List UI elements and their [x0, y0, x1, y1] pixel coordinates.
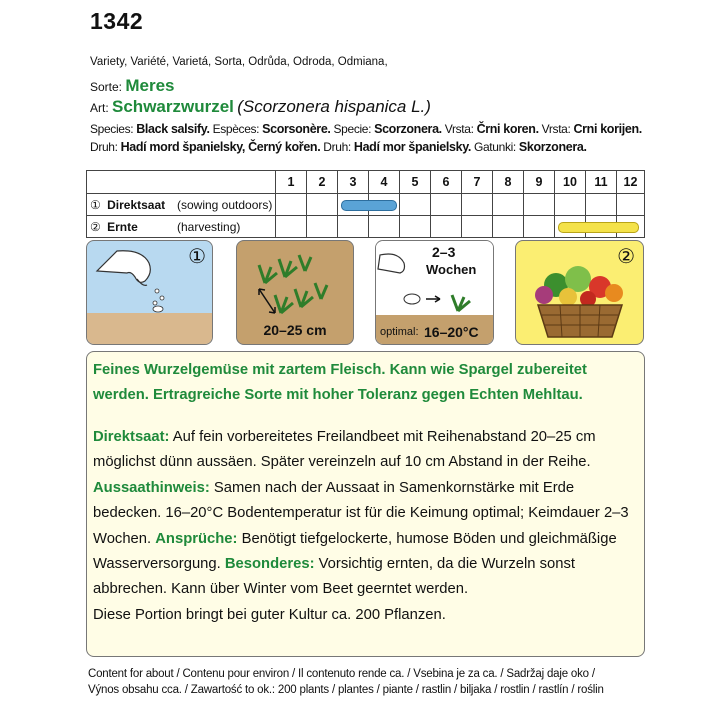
- schedule-cell: [369, 216, 400, 238]
- schedule-cell: [524, 216, 555, 238]
- species-value: Scorsonère.: [262, 122, 331, 136]
- druh-label: Gatunki:: [471, 140, 519, 154]
- direktsaat-heading: Direktsaat:: [93, 429, 170, 445]
- ansprueche-heading: Ansprüche:: [155, 530, 238, 547]
- species-value: Black salsify.: [136, 122, 210, 136]
- species-value: Črni koren.: [476, 122, 539, 136]
- month-9: 9: [524, 171, 555, 193]
- portion-text: Diese Portion bringt bei guter Kultur ca. 200 Pflanzen.: [93, 606, 446, 623]
- month-11: 11: [586, 171, 617, 193]
- schedule-cell: [400, 216, 431, 238]
- variety-line: [90, 76, 175, 96]
- germination-pictogram: [375, 240, 494, 345]
- sowing-pictogram: [86, 240, 213, 345]
- species-label: Vrsta:: [538, 122, 574, 136]
- species-title-line: [90, 97, 431, 117]
- optimal-label: optimal:: [380, 326, 419, 338]
- month-1: 1: [276, 171, 307, 193]
- footer-line-2: Výnos obsahu cca. / Zawartość to ok.: 200 plants / plantes / piante / rastlin / biljaka / rostlin / rastlín / roślin: [88, 684, 604, 696]
- harvest-label: [87, 216, 276, 238]
- month-3: 3: [338, 171, 369, 193]
- latin-name: (Scorzonera hispanica L.): [237, 97, 431, 116]
- schedule-cell: [524, 194, 555, 216]
- harvest-number: ②: [90, 220, 101, 234]
- species-label: Espèces:: [209, 122, 263, 136]
- species-label: Specie:: [330, 122, 375, 136]
- optimal-temperature: 16–20°C: [424, 324, 479, 340]
- schedule-row-harvest: [87, 215, 644, 238]
- aussaathinweis-heading: Aussaathinweis:: [93, 479, 210, 496]
- harvest-period-bar: [558, 222, 639, 233]
- ansprueche-text: Benötigt tiefgelockerte, humose Böden und gleichmäßige Wasserversorgung.: [93, 530, 617, 573]
- variety-name: Meres: [125, 76, 175, 95]
- druh-label: Druh:: [90, 140, 121, 154]
- schedule-cell: [555, 194, 586, 216]
- species-label: Vrsta:: [441, 122, 477, 136]
- harvest-note: (harvesting): [177, 220, 241, 234]
- druh-translations: [90, 140, 587, 154]
- product-code: 1342: [90, 8, 144, 34]
- lead-description: Feines Wurzelgemüse mit zartem Fleisch. Kann wie Spargel zubereitet werden. Ertragreiche Sorte mit hoher Toleranz gegen Echten Mehltau.: [93, 362, 587, 403]
- germination-weeks: 2–3: [432, 244, 456, 260]
- schedule-cell: [431, 194, 462, 216]
- schedule-table: [86, 170, 645, 238]
- schedule-cell: [431, 216, 462, 238]
- druh-value: Hadí mord španielsky, Černý kořen.: [120, 140, 321, 154]
- header-blank: [87, 171, 276, 193]
- description-box: [86, 351, 645, 657]
- druh-value: Hadí mor španielsky.: [353, 140, 472, 154]
- schedule-cell: [617, 194, 644, 216]
- schedule-cell: [338, 216, 369, 238]
- direktsaat-text: Auf fein vorbereitetes Freilandbeet mit Reihenabstand 20–25 cm möglichst dünn aussäen. Später vereinzeln auf 10 cm Abstand in der Reihe.: [93, 429, 596, 471]
- spacing-pictogram: [236, 240, 354, 345]
- sowing-number: ①: [90, 198, 101, 212]
- schedule-cell: [307, 194, 338, 216]
- species-label: Species:: [90, 122, 137, 136]
- sowing-note: (sowing outdoors): [177, 198, 273, 212]
- species-value: Scorzonera.: [374, 122, 442, 136]
- schedule-cell: [462, 216, 493, 238]
- variety-label: Sorte:: [90, 80, 123, 94]
- schedule-cell: [586, 194, 617, 216]
- sowing-name: Direktsaat: [107, 198, 166, 212]
- besonderes-text: Vorsichtig ernten, da die Wurzeln sonst abbrechen. Kann über Winter vom Beet geerntet werden.: [93, 556, 575, 598]
- schedule-cell: [307, 216, 338, 238]
- month-2: 2: [307, 171, 338, 193]
- besonderes-heading: Besonderes:: [224, 556, 315, 573]
- month-8: 8: [493, 171, 524, 193]
- month-10: 10: [555, 171, 586, 193]
- sowing-period-bar: [341, 200, 397, 211]
- schedule-cell: [276, 216, 307, 238]
- species-translations: [90, 122, 642, 136]
- growing-instructions: [93, 425, 638, 628]
- month-header-row: [87, 171, 644, 193]
- druh-value: Skorzonera.: [518, 140, 587, 154]
- month-12: 12: [623, 175, 638, 189]
- month-7: 7: [462, 171, 493, 193]
- harvest-pictogram: [515, 240, 644, 345]
- month-4: 4: [369, 171, 400, 193]
- sowing-label: [87, 194, 276, 216]
- sowing-step-number: ①: [188, 246, 206, 268]
- schedule-cell: [493, 194, 524, 216]
- variety-languages: Variety, Variété, Varietá, Sorta, Odrůda, Odroda, Odmiana,: [90, 56, 388, 68]
- schedule-cell: [276, 194, 307, 216]
- spacing-label: 20–25 cm: [263, 322, 327, 338]
- harvest-step-number: ②: [617, 246, 635, 268]
- schedule-cell: [493, 216, 524, 238]
- art-label: Art:: [90, 101, 109, 115]
- germination-weeks-label: Wochen: [426, 262, 477, 277]
- content-footer: [88, 666, 604, 698]
- month-6: 6: [431, 171, 462, 193]
- schedule-cell: [400, 194, 431, 216]
- footer-line-1: Content for about / Contenu pour environ / Il contenuto rende ca. / Vsebina je za ca. / Sadržaj daje oko /: [88, 668, 595, 680]
- schedule-row-sowing: [87, 193, 644, 216]
- month-5: 5: [400, 171, 431, 193]
- druh-label: Druh:: [320, 140, 354, 154]
- schedule-cell: [462, 194, 493, 216]
- aussaathinweis-text: Samen nach der Aussaat in Samenkornstärke mit Erde bedecken. 16–20°C Bodentemperatur ist für die Keimung optimal; Keimdauer 2–3 Wochen.: [93, 479, 629, 547]
- species-value: Crni korijen.: [573, 122, 642, 136]
- species-name: Schwarzwurzel: [112, 97, 234, 116]
- harvest-name: Ernte: [107, 220, 138, 234]
